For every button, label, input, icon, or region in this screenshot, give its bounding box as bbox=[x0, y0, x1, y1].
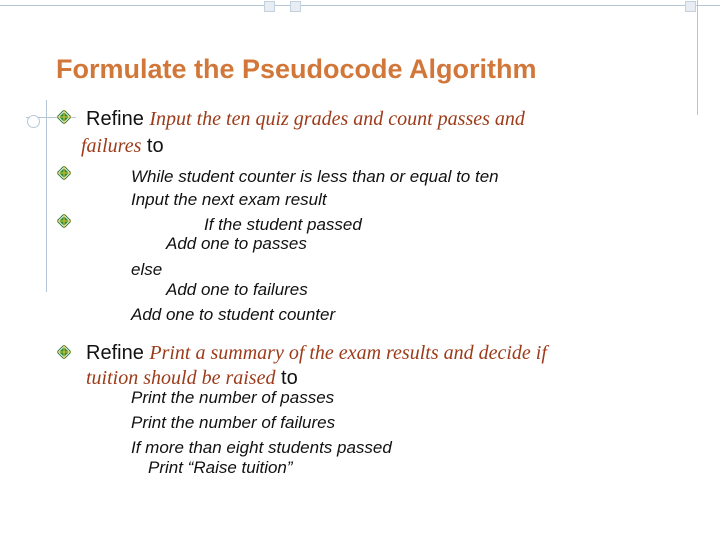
diamond-bullet-icon bbox=[57, 166, 71, 180]
refine-label: Refine bbox=[86, 108, 150, 130]
pseudo-line-raise-tuition: Print “Raise tuition” bbox=[148, 458, 293, 477]
pseudo-line-while: While student counter is less than or equal to ten bbox=[131, 167, 499, 186]
bullet-refine-input-cont bbox=[81, 134, 164, 158]
pseudo-line-add-failures: Add one to failures bbox=[166, 280, 308, 299]
to-label: to bbox=[275, 367, 298, 389]
pseudo-line-if-passed: If the student passed bbox=[204, 215, 362, 234]
refine-label: Refine bbox=[86, 342, 150, 364]
pseudo-line-add-passes: Add one to passes bbox=[166, 234, 307, 253]
diamond-bullet-icon bbox=[57, 345, 71, 359]
bullet-refine-print-cont bbox=[86, 366, 298, 390]
ring-ornament bbox=[27, 115, 40, 128]
corner-square-1 bbox=[264, 1, 275, 12]
corner-square-2 bbox=[290, 1, 301, 12]
pseudo-line-add-counter: Add one to student counter bbox=[131, 305, 336, 324]
pseudo-line-if-eight: If more than eight students passed bbox=[131, 438, 392, 457]
top-right-vertical bbox=[697, 0, 698, 115]
bullet-refine-print bbox=[86, 341, 547, 365]
top-rule bbox=[0, 5, 720, 6]
failures-emphasis: failures bbox=[81, 135, 142, 157]
diamond-bullet-icon bbox=[57, 110, 71, 124]
print-step-emphasis: Print a summary of the exam results and decide if bbox=[149, 342, 547, 364]
left-vertical-rule bbox=[46, 100, 47, 292]
to-label: to bbox=[141, 135, 164, 157]
pseudo-line-print-failures: Print the number of failures bbox=[131, 413, 336, 432]
pseudo-line-input: Input the next exam result bbox=[131, 190, 327, 209]
page-title: Formulate the Pseudocode Algorithm bbox=[56, 54, 537, 84]
pseudo-line-print-passes: Print the number of passes bbox=[131, 388, 335, 407]
pseudo-line-else: else bbox=[131, 260, 163, 279]
tuition-emphasis: tuition should be raised bbox=[86, 367, 276, 389]
diamond-bullet-icon bbox=[57, 214, 71, 228]
bullet-refine-input bbox=[86, 107, 525, 131]
corner-square-3 bbox=[685, 1, 696, 12]
input-step-emphasis: Input the ten quiz grades and count passes and bbox=[149, 108, 525, 130]
